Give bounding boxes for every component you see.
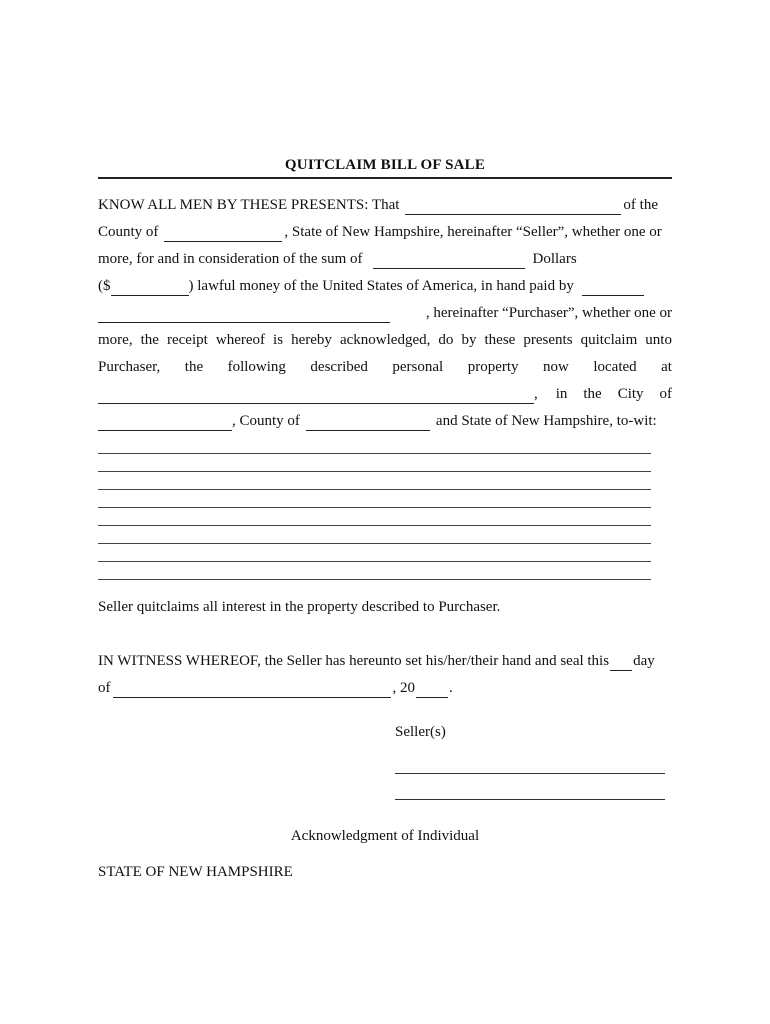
property-county-blank[interactable] [306,415,430,431]
word: of [659,386,672,402]
year-blank[interactable] [416,682,448,698]
property-location-blank[interactable] [98,388,534,404]
know-all-men-text: KNOW ALL MEN BY THESE PRESENTS: That [98,197,400,213]
para1-line3 [98,249,672,269]
word: presents [523,332,573,348]
property-description-line[interactable] [98,453,651,454]
word: property [467,359,519,375]
para1-line4 [98,276,672,296]
month-blank[interactable] [113,682,391,698]
seller-signature-line[interactable] [395,773,665,774]
seller-county-blank[interactable] [164,226,282,242]
witness-line2 [98,678,672,698]
para1-line1 [98,195,672,215]
day-text: day [633,653,655,669]
witness-line1 [98,651,672,671]
word: quitclaim [580,332,638,348]
word: the [583,386,602,402]
seller-signature-line[interactable] [395,799,665,800]
word: more, [98,332,133,348]
word: in [555,386,568,402]
lawful-money-text: ) lawful money of the United States of America, in hand paid by [188,278,574,294]
para1-line8 [98,384,672,404]
dollars-text: Dollars [532,251,577,267]
paid-by-blank[interactable] [582,280,644,296]
word: the [140,332,159,348]
acknowledgment-heading: Acknowledgment of Individual [290,828,480,844]
in-the-city-of [556,384,672,404]
property-description-line[interactable] [98,507,651,508]
para1-line7 [98,357,672,377]
twenty-text: , 20 [392,680,415,696]
word: unto [645,332,672,348]
county-of-text-2: , County of [232,413,300,429]
word: described [310,359,368,375]
state-seller-text: , State of New Hampshire, hereinafter “Seller”, whether one or [284,224,662,240]
word: whereof [215,332,265,348]
word: following [227,359,286,375]
word: the [184,359,204,375]
property-description-line[interactable] [98,471,651,472]
city-blank[interactable] [98,415,232,431]
seller-label: Seller(s) [395,724,446,740]
word: these [484,332,516,348]
property-description-line[interactable] [98,579,651,580]
property-description-line[interactable] [98,543,651,544]
of-text: of [98,680,111,696]
para1-line9 [98,411,672,431]
word: do [438,332,454,348]
hereinafter-purchaser-text: , hereinafter “Purchaser”, whether one or [425,305,672,321]
purchaser-name-blank[interactable] [98,307,390,323]
word: hereby [291,332,332,348]
word: now [543,359,569,375]
period-text: . [449,680,453,696]
word: at [661,359,672,375]
of-the-text: of the [623,197,658,213]
word: personal [392,359,444,375]
sum-amount-blank[interactable] [111,280,189,296]
property-description-line[interactable] [98,489,651,490]
county-of-text: County of [98,224,159,240]
title-underline [98,177,672,179]
word: by [461,332,477,348]
word: located [593,359,637,375]
witness-text: IN WITNESS WHEREOF, the Seller has hereunto set his/her/their hand and seal this [98,653,610,669]
word: acknowledged, [339,332,431,348]
property-description-line[interactable] [98,525,651,526]
word: is [273,332,284,348]
day-blank[interactable] [610,655,632,671]
comma-text: , [534,386,538,402]
state-heading: STATE OF NEW HAMPSHIRE [98,864,293,880]
seller-name-blank[interactable] [405,199,621,215]
para1-line5 [98,303,672,323]
state-to-wit-text: and State of New Hampshire, to-wit: [435,413,657,429]
word: Purchaser, [98,359,161,375]
para1-line6 [98,330,672,350]
consideration-text: more, for and in consideration of the sum of [98,251,363,267]
property-description-line[interactable] [98,561,651,562]
sum-words-blank[interactable] [373,253,525,269]
para1-line2 [98,222,672,242]
word: City [617,386,644,402]
quitclaim-statement: Seller quitclaims all interest in the property described to Purchaser. [98,599,501,615]
document-title: QUITCLAIM BILL OF SALE [284,157,486,173]
word: receipt [167,332,208,348]
dollar-open-text: ($ [98,278,111,294]
